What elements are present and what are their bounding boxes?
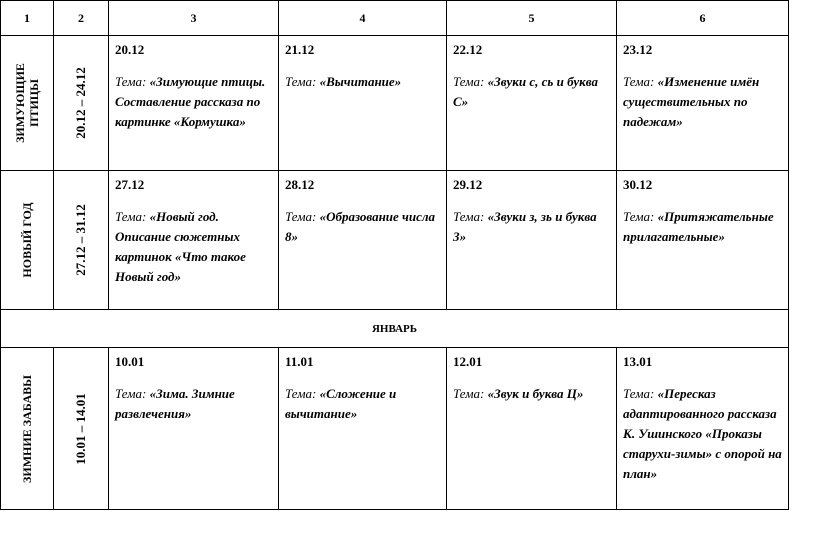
topic-label: Тема: bbox=[623, 386, 655, 401]
week-row bbox=[1, 36, 789, 171]
topic-label: Тема: bbox=[115, 386, 147, 401]
day-cell bbox=[279, 171, 447, 310]
day-cell bbox=[109, 36, 279, 171]
topic-label: Тема: bbox=[285, 386, 317, 401]
topic-label: Тема: bbox=[285, 209, 317, 224]
topic-label: Тема: bbox=[623, 209, 655, 224]
header-cell: 5 bbox=[447, 1, 617, 36]
day-topic: «Звуки з, зь и буква З» bbox=[453, 209, 597, 244]
header-cell: 1 bbox=[1, 1, 54, 36]
header-cell: 3 bbox=[109, 1, 279, 36]
day-date: 29.12 bbox=[453, 177, 483, 192]
day-cell bbox=[617, 171, 789, 310]
day-topic: «Пересказ адаптированного рассказа К. Ушинского «Проказы старухи-зимы» с опорой на план» bbox=[623, 386, 782, 481]
day-topic: «Звук и буква Ц» bbox=[487, 386, 584, 401]
day-topic: «Изменение имён существительных по падежам» bbox=[623, 74, 760, 129]
week-row bbox=[1, 348, 789, 510]
day-cell bbox=[109, 348, 279, 510]
header-cell: 4 bbox=[279, 1, 447, 36]
day-cell bbox=[617, 348, 789, 510]
day-cell bbox=[109, 171, 279, 310]
day-topic: «Притяжательные прилагательные» bbox=[623, 209, 774, 244]
day-cell bbox=[447, 348, 617, 510]
week-range: 20.12 – 24.12 bbox=[54, 36, 109, 171]
day-cell bbox=[447, 36, 617, 171]
day-date: 23.12 bbox=[623, 42, 653, 57]
day-topic: «Образование числа 8» bbox=[285, 209, 436, 244]
month-heading: ЯНВАРЬ bbox=[1, 310, 789, 348]
header-cell: 2 bbox=[54, 1, 109, 36]
day-date: 28.12 bbox=[285, 177, 315, 192]
week-range: 27.12 – 31.12 bbox=[54, 171, 109, 310]
day-cell bbox=[279, 36, 447, 171]
week-row bbox=[1, 171, 789, 310]
week-theme: ЗИМНИЕ ЗАБАВЫ bbox=[1, 348, 54, 510]
day-topic: «Сложение и вычитание» bbox=[285, 386, 397, 421]
week-theme: ЗИМУЮЩИЕ ПТИЦЫ bbox=[1, 36, 54, 171]
day-date: 10.01 bbox=[115, 354, 145, 369]
topic-label: Тема: bbox=[115, 209, 147, 224]
topic-label: Тема: bbox=[623, 74, 655, 89]
day-date: 12.01 bbox=[453, 354, 483, 369]
day-topic: «Вычитание» bbox=[319, 74, 402, 89]
day-date: 22.12 bbox=[453, 42, 483, 57]
day-cell bbox=[617, 36, 789, 171]
day-topic: «Зимующие птицы. Составление рассказа по картинке «Кормушка» bbox=[115, 74, 266, 129]
day-date: 20.12 bbox=[115, 42, 145, 57]
topic-label: Тема: bbox=[285, 74, 317, 89]
day-cell bbox=[447, 171, 617, 310]
topic-label: Тема: bbox=[453, 386, 485, 401]
day-date: 13.01 bbox=[623, 354, 653, 369]
day-topic: «Зима. Зимние развлечения» bbox=[115, 386, 235, 421]
topic-label: Тема: bbox=[453, 209, 485, 224]
day-cell bbox=[279, 348, 447, 510]
day-date: 27.12 bbox=[115, 177, 145, 192]
day-date: 21.12 bbox=[285, 42, 315, 57]
month-row bbox=[1, 310, 789, 348]
day-topic: «Новый год. Описание сюжетных картинок «Что такое Новый год» bbox=[115, 209, 246, 284]
topic-label: Тема: bbox=[453, 74, 485, 89]
day-date: 11.01 bbox=[285, 354, 314, 369]
header-row bbox=[1, 1, 789, 36]
day-date: 30.12 bbox=[623, 177, 653, 192]
week-range: 10.01 – 14.01 bbox=[54, 348, 109, 510]
week-theme: НОВЫЙ ГОД bbox=[1, 171, 54, 310]
header-cell: 6 bbox=[617, 1, 789, 36]
topic-label: Тема: bbox=[115, 74, 147, 89]
day-topic: «Звуки с, сь и буква С» bbox=[453, 74, 598, 109]
